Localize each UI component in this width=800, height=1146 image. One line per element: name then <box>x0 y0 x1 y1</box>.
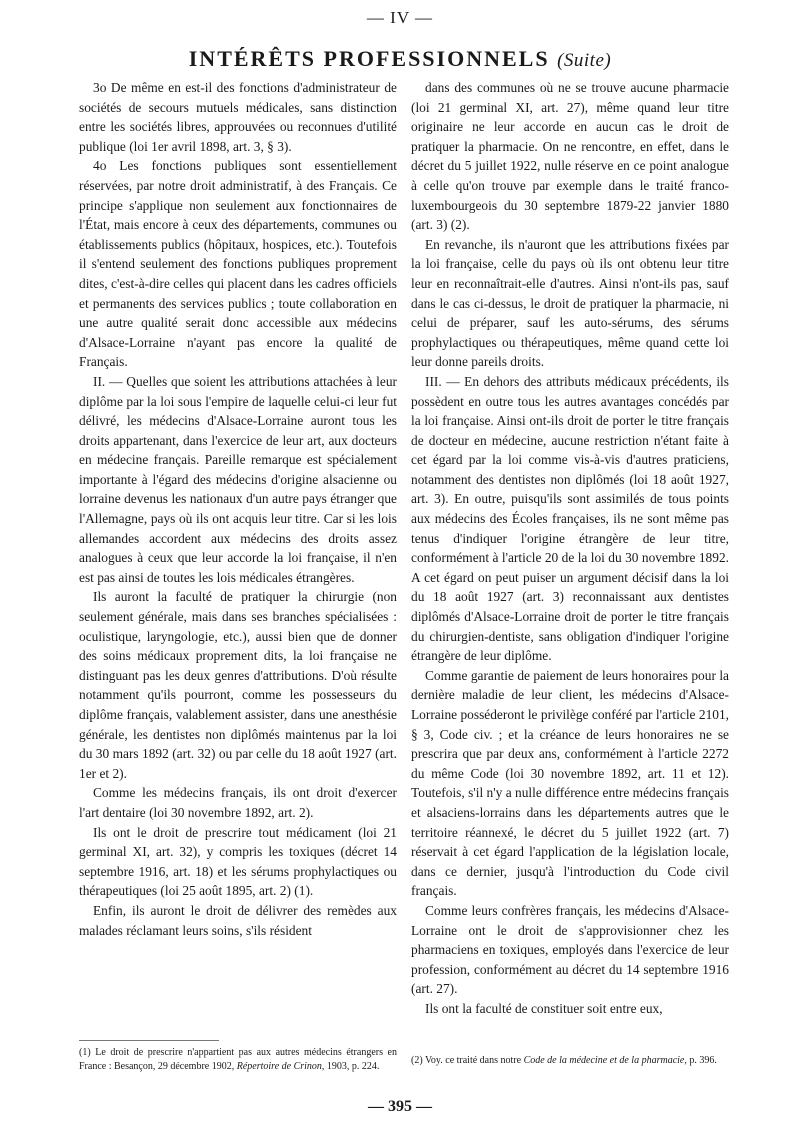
section-title <box>0 46 800 72</box>
paragraph: II. — Quelles que soient les attributions attachées à leur diplôme par la loi sous l'empire de laquelle celui-ci leur fut délivré, les médecins d'Alsace-Lorraine auront tous les droits appartenant, dans l'exercice de leur art, aux docteurs en médecine français. Pareille remarque est spécialement importante à l'égard des médecins d'origine alsacienne ou lorraine devenus les nationaux d'un autre pays étranger que l'Allemagne, pays où ils ont acquis leur titre. Car si les lois allemandes accordent aux médecins des droits assez analogues à ceux que leur accorde la loi française, il n'en est pas ainsi de toutes les lois médicales étrangères. <box>79 373 397 585</box>
paragraph: Comme garantie de paiement de leurs honoraires pour la dernière maladie de leur client, les médecins d'Alsace-Lorraine posséderont le privilège conféré par l'article 2101, § 3, Code civ. ; et la créance de leurs honoraires ne se prescrira que par deux ans, conformément à l'article 2272 du même Code (loi 30 novembre 1892, art. 11 et 12). Toutefois, s'il n'y a nulle différence entre médecins français et alsaciens-lorrains dans les départements autres que le territoire réannexé, le décret du 5 juillet 1922 (art. 7) réservait à cet égard l'application de la législation locale, dans ce dernier, jusqu'à l'introduction du Code civil français. <box>411 667 729 899</box>
paragraph: Comme les médecins français, ils ont droit d'exercer l'art dentaire (loi 30 novembre 1892, art. 2). <box>79 785 397 820</box>
paragraph: dans des communes où ne se trouve aucune pharmacie (loi 21 germinal XI, art. 27), même quand leur titre originaire ne leur accorde en aucun cas le droit de pratiquer la pharmacie. On ne rencontre, en effet, dans le décret du 5 juillet 1922, nulle réserve en ce point analogue à celle qu'on trouve par exemple dans le traité franco-luxembourgeois du 30 septembre 1879-22 janvier 1880 (art. 3) (2). <box>411 80 729 233</box>
footnote-2-text: (2) Voy. ce traité dans notre <box>411 1055 522 1066</box>
roman-page-number: — IV — <box>366 8 434 27</box>
paragraph: 3o De même en est-il des fonctions d'administrateur de sociétés de secours mutuels médicales, sans distinction entre les sociétés libres, approuvées ou reconnues d'utilité publique (loi 1er avril 1898, art. 3, § 3). <box>79 80 397 154</box>
footnote-divider <box>79 1040 219 1041</box>
paragraph: Ils ont le droit de prescrire tout médicament (loi 21 germinal XI, art. 32), y compris les toxiques (décret 14 septembre 1916, art. 18) et les sérums prophylactiques ou thérapeutiques (loi 25 août 1895, art. 2) (1). <box>79 824 397 899</box>
footnote-1-tail: , 1903, p. 224. <box>321 1061 380 1072</box>
paragraph: En revanche, ils n'auront que les attributions fixées par la loi française, celle du pays où ils ont obtenu leur titre leur en reconnaîtrait-elle d'autres. Ainsi n'ont-ils pas, sauf dans le cas ci-dessus, le droit de pratiquer la pharmacie, ni celui de préparer, sauf les auto-sérums, des sérums prophylactiques ou thérapeutiques, même quand cette loi leur donne pareils droits. <box>411 236 729 370</box>
paragraph: Ils ont la faculté de constituer soit entre eux, <box>425 1000 663 1016</box>
section-title-text: INTÉRÊTS PROFESSIONNELS <box>188 46 550 71</box>
footnote-1-text: (1) Le droit de prescrire n'appartient pas aux autres médecins étrangers en France : Besançon, 29 décembre 1902, <box>79 1047 397 1072</box>
paragraph: Ils auront la faculté de pratiquer la chirurgie (non seulement générale, mais dans ses branches spécialisées : oculistique, laryngologie, etc.), aussi bien que de donner des soins médicaux proprement dits, la loi française ne distinguant pas les deux genres d'attributions. D'où résulte notamment qu'ils pourront, comme les possesseurs du diplôme français, valablement assister, dans une anesthésie générale, les dentistes non diplômés maintenus par la loi du 30 mars 1892 (art. 32) ou par celle du 18 août 1927 (art. 1er et 2). <box>79 589 397 781</box>
section-title-suite: (Suite) <box>557 50 612 71</box>
right-column <box>411 78 729 1019</box>
footnote-2-source: Code de la médecine et de la pharmacie <box>523 1055 685 1066</box>
page-number: — 395 — <box>368 1098 432 1115</box>
footnote-1 <box>79 1046 397 1074</box>
footnote-1-source: Répertoire de Crinon <box>236 1061 322 1072</box>
paragraph: Comme leurs confrères français, les médecins d'Alsace-Lorraine ont le droit de s'approvisionner chez les pharmaciens en toxiques, employés dans l'exercice de leur profession, conformément au décret du 14 septembre 1916 (art. 27). <box>411 902 729 997</box>
paragraph: 4o Les fonctions publiques sont essentiellement réservées, par notre droit administratif, à des Français. Ce principe s'applique non seulement aux fonctionnaires de l'État, mais encore à ceux des départements, communes ou établissements publics (hôpitaux, hospices, etc.). Toutefois il s'entend seulement des fonctions publiques proprement dites, c'est-à-dire celles qui placent dans les cadres officiels et permanents des services publics ; toute collaboration en une autre qualité serait donc accessible aux médecins d'Alsace-Lorraine n'ayant pas encore la qualité de Français. <box>79 158 397 370</box>
paragraph: III. — En dehors des attributs médicaux précédents, ils possèdent en outre tous les autres avantages concédés par la loi française. Ainsi ont-ils droit de porter le titre français de docteur en médecine, aucune restriction n'étant faite à cet égard par la loi comme vis-à-vis d'autres praticiens, notamment des dentistes non diplômés (loi 18 août 1927, art. 3). En outre, puisqu'ils sont assimilés de tous points aux médecins des Écoles françaises, ils ne sont même pas tenus d'indiquer l'origine étrangère de leur titre, conformément à l'article 20 de la loi du 30 novembre 1892. A cet égard on peut puiser un argument décisif dans la loi du 18 août 1927 (art. 3) reconnaissant aux dentistes diplômés d'Alsace-Lorraine droit de porter le titre français du chirurgien-dentiste, sans obligation d'indiquer l'origine étrangère de leur diplôme. <box>411 373 729 664</box>
footnote-2 <box>411 1054 729 1068</box>
footnote-2-tail: , p. 396. <box>684 1055 717 1066</box>
left-column <box>79 78 397 940</box>
paragraph: Enfin, ils auront le droit de délivrer des remèdes aux malades réclamant leurs soins, s'ils résident <box>79 902 397 938</box>
